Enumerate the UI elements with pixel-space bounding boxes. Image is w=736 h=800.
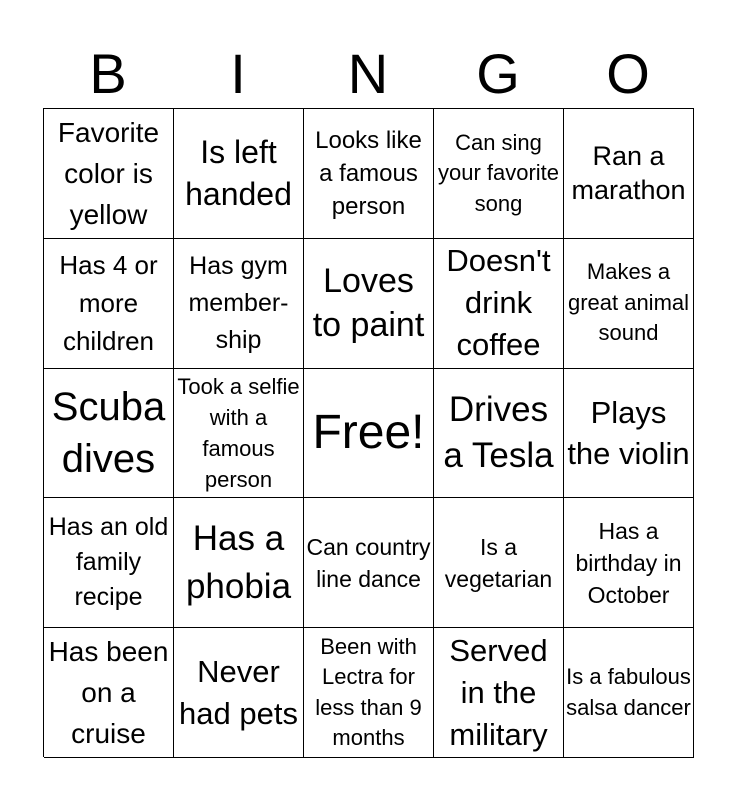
free-space-cell[interactable] <box>304 369 434 499</box>
bingo-cell[interactable] <box>304 239 434 369</box>
header-letter-i: I <box>230 42 246 105</box>
bingo-cell[interactable] <box>434 628 564 758</box>
bingo-cell[interactable] <box>174 628 304 758</box>
cell-text: Can country line dance <box>306 533 431 592</box>
bingo-cell[interactable] <box>564 369 694 499</box>
cell-text: Ran a marathon <box>571 141 686 206</box>
bingo-cell[interactable] <box>174 498 304 628</box>
bingo-cell[interactable] <box>434 369 564 499</box>
bingo-cell[interactable] <box>434 109 564 239</box>
bingo-cell[interactable] <box>564 628 694 758</box>
bingo-cell[interactable] <box>564 239 694 369</box>
bingo-cell[interactable] <box>44 109 174 239</box>
bingo-cell[interactable] <box>564 498 694 628</box>
bingo-cell[interactable] <box>44 369 174 499</box>
bingo-cell[interactable] <box>304 109 434 239</box>
cell-text: Has gym member-ship <box>188 251 289 354</box>
cell-text: Has 4 or more children <box>59 250 158 357</box>
cell-text: Looks like a famous person <box>315 126 422 220</box>
bingo-cell[interactable] <box>44 498 174 628</box>
cell-text: Is left handed <box>185 134 292 213</box>
bingo-cell[interactable] <box>44 628 174 758</box>
cell-text: Is a fabulous salsa dancer <box>566 664 691 720</box>
cell-text: Has an old family recipe <box>48 513 169 612</box>
bingo-cell[interactable] <box>174 239 304 369</box>
cell-text: Free! <box>312 405 425 459</box>
cell-text: Drives a Tesla <box>443 389 554 475</box>
header-letter-g: G <box>476 42 520 105</box>
cell-text: Makes a great animal sound <box>567 259 690 346</box>
bingo-cell[interactable] <box>174 369 304 499</box>
bingo-cell[interactable] <box>304 498 434 628</box>
cell-text: Never had pets <box>179 653 298 731</box>
cell-text: Can sing your favorite song <box>437 129 560 216</box>
bingo-cell[interactable] <box>304 628 434 758</box>
cell-text: Has a phobia <box>185 518 292 606</box>
cell-text: Served in the military <box>449 632 548 752</box>
cell-text: Favorite color is yellow <box>57 116 160 230</box>
bingo-cell[interactable] <box>434 239 564 369</box>
cell-text: Is a vegetarian <box>444 533 553 592</box>
cell-text: Doesn't drink coffee <box>446 243 551 363</box>
cell-text: Scuba dives <box>51 384 166 481</box>
bingo-board <box>43 108 694 757</box>
header-letter-n: N <box>347 42 389 105</box>
header-letter-o: O <box>606 42 650 105</box>
cell-text: Has a birthday in October <box>575 517 682 608</box>
bingo-cell[interactable] <box>44 239 174 369</box>
bingo-cell[interactable] <box>174 109 304 239</box>
bingo-cell[interactable] <box>564 109 694 239</box>
cell-text: Has been on a cruise <box>48 636 169 750</box>
bingo-cell[interactable] <box>434 498 564 628</box>
bingo-header <box>43 40 693 108</box>
cell-text: Took a selfie with a famous person <box>177 373 300 492</box>
cell-text: Been with Lectra for less than 9 months <box>315 633 422 751</box>
header-letter-b: B <box>89 42 127 105</box>
cell-text: Loves to paint <box>312 262 425 345</box>
cell-text: Plays the violin <box>567 394 690 471</box>
